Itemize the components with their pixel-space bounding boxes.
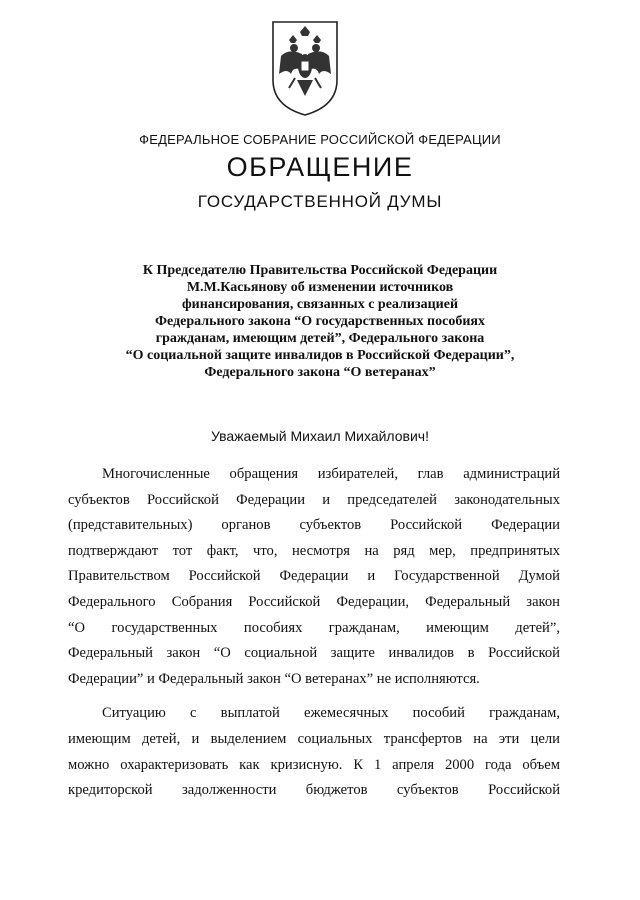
paragraph-line: субъектов Российской Федерации и председателей законодательных xyxy=(68,491,560,508)
paragraph-line: “О государственных пособиях гражданам, имеющим детей”, xyxy=(68,619,560,636)
addressee-line: Федерального закона “О государственных пособиях xyxy=(155,314,485,329)
document-subtitle: ГОСУДАРСТВЕННОЙ ДУМЫ xyxy=(197,192,443,211)
paragraph-line: Федерации” и Федеральный закон “О ветеранах” не исполняются. xyxy=(68,670,480,687)
paragraph-line: Многочисленные обращения избирателей, глав администраций xyxy=(102,466,560,482)
organization-name: ФЕДЕРАЛЬНОЕ СОБРАНИЕ РОССИЙСКОЙ ФЕДЕРАЦИИ xyxy=(139,132,501,147)
paragraph-line: имеющим детей, и выделением социальных трансфертов на эти цели xyxy=(68,730,560,747)
body-text xyxy=(68,462,560,804)
paragraph-line: Федеральный закон “О социальной защите инвалидов в Российской xyxy=(68,645,560,662)
paragraph-line: подтверждают тот факт, что, несмотря на ряд мер, предпринятых xyxy=(68,542,560,559)
addressee-line: К Председателю Правительства Российской Федерации xyxy=(142,263,498,278)
addressee-line: Федерального закона “О ветеранах” xyxy=(204,365,436,380)
addressee-line: финансирования, связанных с реализацией xyxy=(181,297,459,312)
document-title: ОБРАЩЕНИЕ xyxy=(226,152,414,182)
paragraph-line: (представительных) органов субъектов Российской Федерации xyxy=(68,517,560,534)
paragraph-line: кредиторской задолженности бюджетов субъектов Российской xyxy=(68,782,560,799)
addressee-block xyxy=(60,262,580,381)
addressee-line: “О социальной защите инвалидов в Российской Федерации”, xyxy=(125,348,515,363)
addressee-line: гражданам, имеющим детей”, Федерального закона xyxy=(155,331,485,346)
paragraph-line: Федерального Собрания Российской Федерации, Федеральный закон xyxy=(68,593,560,610)
paragraph-line: можно охарактеризовать как кризисную. К 1 апреля 2000 года объем xyxy=(68,756,560,773)
double-headed-eagle-emblem-icon xyxy=(269,18,341,118)
addressee-line: М.М.Касьянову об изменении источников xyxy=(186,280,454,295)
paragraph-line: Ситуацию с выплатой ежемесячных пособий гражданам, xyxy=(102,705,560,722)
greeting: Уважаемый Михаил Михайлович! xyxy=(211,428,429,444)
paragraph-line: Правительством Российской Федерации и Государственной Думой xyxy=(68,568,560,585)
